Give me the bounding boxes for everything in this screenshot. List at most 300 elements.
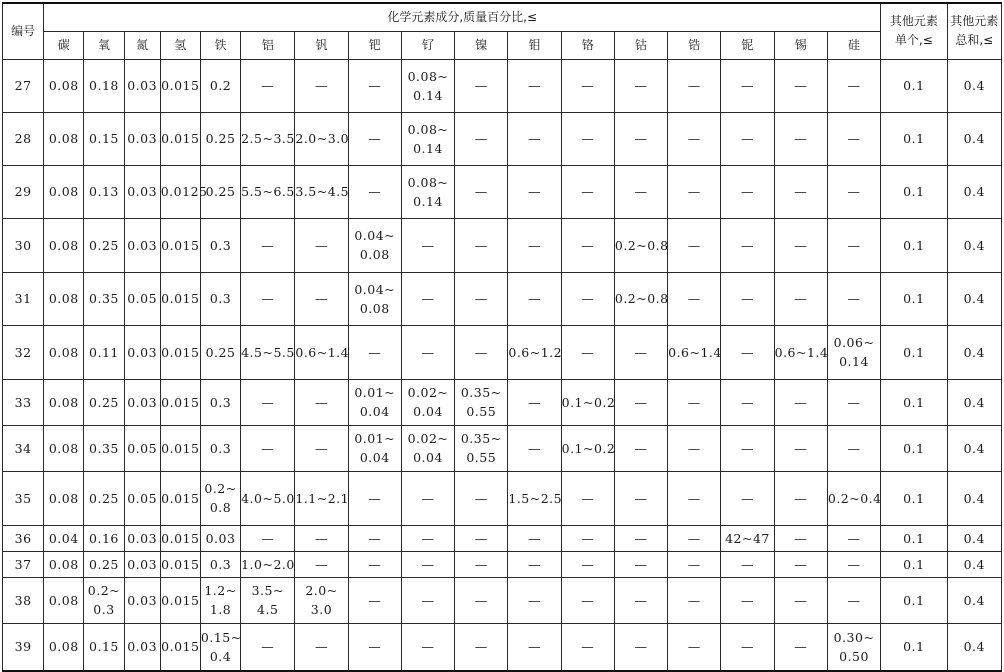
table-cell [561, 525, 614, 551]
cell-line: — [794, 78, 808, 93]
cell-line: — [634, 530, 648, 546]
table-cell [721, 577, 774, 623]
cell-line: 0.03 [127, 592, 158, 608]
cell-line: — [421, 237, 435, 253]
cell-line: 1.1~2.1 [295, 490, 350, 506]
table-cell [774, 165, 827, 218]
table-row [3, 165, 1002, 218]
cell-line: — [581, 530, 595, 546]
cell-line: 0.35~ [460, 385, 502, 400]
cell-line: — [368, 639, 382, 655]
table-cell [561, 577, 614, 623]
cell-line: 0.04~ [354, 228, 396, 243]
cell-line: 0.1 [903, 237, 925, 253]
table-cell [668, 525, 721, 551]
cell-line: — [368, 344, 382, 360]
cell-line: — [634, 556, 648, 572]
table-cell [160, 577, 200, 623]
table-cell [401, 218, 454, 272]
cell-line: — [261, 530, 275, 546]
cell-line: — [634, 131, 648, 146]
cell-line: 0.2~ [87, 583, 121, 598]
table-cell [124, 218, 160, 272]
table-cell [124, 165, 160, 218]
table-cell [561, 112, 614, 165]
table-row [3, 551, 1002, 577]
cell-line: — [261, 639, 275, 655]
row-number: 31 [3, 272, 44, 325]
header-number: 编号 [3, 3, 44, 59]
cell-line: 0.3 [209, 291, 232, 306]
cell-line: — [315, 78, 328, 93]
cell-line: 0.4 [963, 592, 985, 608]
cell-line: 0.25 [205, 344, 236, 360]
table-cell [881, 623, 947, 671]
cell-line: — [794, 556, 808, 572]
table-cell [455, 577, 508, 623]
table-cell [508, 59, 561, 112]
table-row [3, 59, 1002, 112]
cell-line: — [687, 237, 701, 253]
cell-line: 0.3 [209, 237, 232, 253]
cell-line: 0.03 [127, 184, 158, 199]
cell-line: 0.4 [963, 344, 985, 360]
table-cell [160, 425, 200, 471]
table-row [3, 471, 1002, 525]
cell-line: — [794, 291, 808, 306]
row-number: 37 [3, 551, 44, 577]
cell-line: 0.15 [89, 639, 119, 655]
cell-line: 0.4 [963, 556, 985, 572]
cell-line: 0.03 [127, 344, 158, 360]
header-other-total-line-1: 其他元素 [950, 14, 999, 29]
cell-line: — [634, 440, 648, 456]
table-cell [44, 577, 84, 623]
cell-line: 0.1 [903, 131, 925, 146]
cell-line: 0.3 [209, 440, 232, 456]
cell-line: — [581, 490, 595, 506]
table-cell [827, 425, 880, 471]
table-cell [947, 59, 1001, 112]
table-cell [124, 112, 160, 165]
header-element: 碳 [44, 31, 84, 59]
table-cell [124, 551, 160, 577]
table-cell [295, 325, 348, 379]
cell-line: — [847, 394, 861, 410]
table-cell [508, 379, 561, 425]
cell-line: — [474, 556, 488, 572]
cell-line: 0.4 [963, 490, 985, 506]
cell-line: 0.35~ [460, 431, 502, 446]
table-cell [881, 379, 947, 425]
table-cell [200, 112, 240, 165]
cell-line: — [315, 237, 328, 253]
cell-line: — [741, 237, 754, 253]
cell-line: 0.1 [903, 394, 925, 410]
table-cell [508, 623, 561, 671]
cell-line: — [794, 440, 808, 456]
cell-line: — [847, 530, 861, 546]
table-cell [124, 325, 160, 379]
cell-line: — [794, 490, 808, 506]
header-element: 钼 [508, 31, 561, 59]
cell-line: 1.8 [209, 602, 232, 617]
table-cell [455, 112, 508, 165]
cell-line: 0.55 [466, 450, 497, 465]
table-cell [295, 165, 348, 218]
table-cell [401, 471, 454, 525]
table-cell [508, 525, 561, 551]
cell-line: 5.5~6.5 [241, 184, 295, 199]
cell-line: — [315, 530, 328, 546]
cell-line: 0.1~0.2 [561, 440, 616, 456]
row-number: 28 [3, 112, 44, 165]
cell-line: 0.25 [89, 394, 119, 410]
table-cell [200, 165, 240, 218]
table-cell [160, 325, 200, 379]
cell-line: 0.14 [413, 193, 443, 209]
cell-line: — [421, 530, 435, 546]
table-cell [721, 425, 774, 471]
table-cell [160, 272, 200, 325]
table-cell [455, 325, 508, 379]
table-cell [827, 325, 880, 379]
table-cell [295, 379, 348, 425]
cell-line: 0.015 [161, 131, 200, 146]
cell-line: 0.25 [89, 556, 119, 572]
cell-line: 0.04 [359, 404, 390, 419]
table-cell [881, 218, 947, 272]
cell-line: — [528, 131, 541, 146]
table-cell [614, 272, 667, 325]
cell-line: 0.1 [903, 530, 925, 546]
header-element: 钴 [614, 31, 667, 59]
table-cell [947, 471, 1001, 525]
table-cell [881, 112, 947, 165]
table-cell [881, 165, 947, 218]
cell-line: 0.8 [209, 500, 232, 515]
table-cell [84, 471, 124, 525]
table-cell [455, 218, 508, 272]
table-cell [614, 59, 667, 112]
row-number: 35 [3, 471, 44, 525]
cell-line: — [581, 291, 595, 306]
cell-line: — [528, 530, 541, 546]
header-other-single-line-1: 其他元素 [889, 14, 938, 29]
table-cell [947, 577, 1001, 623]
table-cell [348, 623, 401, 671]
table-cell [881, 551, 947, 577]
cell-line: 0.1 [903, 291, 925, 306]
cell-line: — [528, 394, 541, 410]
cell-line: — [687, 291, 701, 306]
cell-line: 0.05 [127, 291, 158, 306]
cell-line: — [741, 291, 754, 306]
header-element: 铬 [561, 31, 614, 59]
table-cell [124, 525, 160, 551]
cell-line: — [368, 530, 382, 546]
cell-line: — [421, 291, 435, 306]
row-number: 38 [3, 577, 44, 623]
cell-line: 0.04 [359, 450, 390, 465]
table-cell [401, 272, 454, 325]
table-cell [721, 551, 774, 577]
table-cell [614, 425, 667, 471]
cell-line: 0.08 [48, 78, 79, 93]
cell-line: 0.08~ [407, 121, 449, 137]
table-cell [44, 471, 84, 525]
cell-line: 0.4 [963, 184, 985, 199]
table-cell [455, 551, 508, 577]
cell-line: — [741, 78, 754, 93]
table-cell [348, 525, 401, 551]
cell-line: 0.08 [48, 394, 79, 410]
table-cell [614, 325, 667, 379]
table-cell [721, 379, 774, 425]
row-number: 27 [3, 59, 44, 112]
cell-line: — [794, 184, 808, 199]
table-cell [160, 525, 200, 551]
table-cell [295, 112, 348, 165]
cell-line: — [581, 237, 595, 253]
table-cell [241, 471, 295, 525]
table-cell [827, 471, 880, 525]
cell-line: 0.03 [205, 530, 236, 546]
cell-line: 0.08 [359, 300, 390, 316]
cell-line: 0.1 [903, 78, 925, 93]
table-cell [200, 59, 240, 112]
cell-line: — [474, 639, 488, 655]
cell-line: — [368, 184, 382, 199]
cell-line: 0.015 [161, 78, 200, 93]
table-cell [721, 112, 774, 165]
table-cell [827, 525, 880, 551]
cell-line: 0.30~ [833, 629, 875, 645]
cell-line: — [634, 639, 648, 655]
table-cell [84, 218, 124, 272]
table-cell [614, 623, 667, 671]
header-element: 铁 [200, 31, 240, 59]
table-cell [160, 218, 200, 272]
table-cell [295, 551, 348, 577]
table-cell [160, 112, 200, 165]
table-cell [561, 218, 614, 272]
cell-line: 0.08 [359, 247, 390, 262]
cell-line: 0.0125 [160, 184, 208, 199]
table-cell [668, 379, 721, 425]
table-cell [947, 325, 1001, 379]
cell-line: — [474, 184, 488, 199]
table-cell [124, 59, 160, 112]
cell-line: 0.03 [127, 78, 158, 93]
table-cell [668, 272, 721, 325]
table-cell [241, 59, 295, 112]
cell-line: 0.1 [903, 344, 925, 360]
cell-line: 0.2~0.8 [614, 291, 669, 306]
table-cell [455, 272, 508, 325]
cell-line: — [847, 592, 861, 608]
table-cell [160, 471, 200, 525]
header-row-elements [3, 31, 1002, 59]
cell-line: — [794, 237, 808, 253]
table-cell [508, 112, 561, 165]
cell-line: 0.1~0.2 [561, 394, 616, 410]
cell-line: — [741, 344, 754, 360]
cell-line: 0.015 [161, 592, 200, 608]
cell-line: — [634, 394, 648, 410]
table-cell [614, 379, 667, 425]
cell-line: 0.08 [48, 131, 79, 146]
cell-line: 42~47 [725, 530, 770, 546]
header-element: 硅 [827, 31, 880, 59]
cell-line: — [474, 344, 488, 360]
cell-line: — [528, 78, 541, 93]
table-cell [160, 379, 200, 425]
table-cell [200, 379, 240, 425]
cell-line: — [528, 184, 541, 199]
table-cell [295, 577, 348, 623]
cell-line: — [741, 592, 754, 608]
table-row [3, 218, 1002, 272]
cell-line: 3.5~ [251, 583, 284, 598]
cell-line: — [315, 639, 328, 655]
row-number: 29 [3, 165, 44, 218]
cell-line: 0.08 [48, 344, 79, 360]
table-cell [721, 59, 774, 112]
table-cell [508, 425, 561, 471]
table-cell [827, 112, 880, 165]
table-cell [947, 551, 1001, 577]
cell-line: — [528, 592, 541, 608]
table-cell [774, 425, 827, 471]
row-number: 39 [3, 623, 44, 671]
table-cell [614, 112, 667, 165]
cell-line: — [261, 78, 275, 93]
cell-line: 0.18 [89, 78, 119, 93]
table-cell [721, 218, 774, 272]
cell-line: 0.015 [161, 440, 200, 456]
table-cell [947, 425, 1001, 471]
table-row [3, 325, 1002, 379]
table-cell [241, 325, 295, 379]
cell-line: — [847, 131, 861, 146]
table-cell [401, 379, 454, 425]
table-cell [84, 425, 124, 471]
table-cell [348, 272, 401, 325]
table-cell [827, 623, 880, 671]
table-cell [44, 325, 84, 379]
table-cell [668, 112, 721, 165]
table-cell [348, 379, 401, 425]
table-cell [401, 577, 454, 623]
table-cell [947, 112, 1001, 165]
cell-line: — [847, 291, 861, 306]
table-cell [200, 551, 240, 577]
table-cell [774, 59, 827, 112]
header-element: 镍 [455, 31, 508, 59]
cell-line: — [581, 344, 595, 360]
cell-line: 0.6~1.4 [668, 344, 722, 360]
cell-line: — [528, 291, 541, 306]
cell-line: — [581, 592, 595, 608]
cell-line: 0.25 [205, 184, 236, 199]
cell-line: — [847, 440, 861, 456]
cell-line: 0.4 [963, 639, 985, 655]
table-cell [614, 165, 667, 218]
table-cell [44, 623, 84, 671]
table-cell [774, 623, 827, 671]
table-cell [200, 425, 240, 471]
cell-line: — [474, 237, 488, 253]
table-cell [348, 551, 401, 577]
table-cell [774, 112, 827, 165]
header-element: 钯 [348, 31, 401, 59]
cell-line: 0.14 [839, 354, 869, 369]
table-cell [44, 112, 84, 165]
cell-line: 0.1 [903, 592, 925, 608]
cell-line: — [421, 592, 435, 608]
cell-line: — [794, 131, 808, 146]
cell-line: 0.04 [48, 530, 79, 546]
table-cell [508, 325, 561, 379]
table-cell [84, 112, 124, 165]
cell-line: 0.15 [89, 131, 119, 146]
composition-table [2, 2, 1002, 672]
table-cell [455, 165, 508, 218]
table-cell [668, 325, 721, 379]
cell-line: — [474, 78, 488, 93]
cell-line: 1.5~2.5 [508, 490, 563, 506]
cell-line: 0.35 [89, 440, 119, 456]
cell-line: 0.08 [48, 639, 79, 655]
table-cell [401, 165, 454, 218]
table-cell [668, 59, 721, 112]
table-cell [84, 525, 124, 551]
table-cell [401, 623, 454, 671]
cell-line: — [634, 184, 648, 199]
cell-line: 0.1 [903, 639, 925, 655]
header-element: 钌 [401, 31, 454, 59]
cell-line: 0.2~ [204, 481, 237, 496]
table-cell [881, 525, 947, 551]
table-cell [827, 272, 880, 325]
cell-line: 0.11 [89, 344, 119, 360]
cell-line: — [368, 592, 382, 608]
cell-line: — [528, 237, 541, 253]
cell-line: — [741, 440, 754, 456]
table-cell [668, 577, 721, 623]
cell-line: 0.04 [413, 404, 443, 419]
cell-line: — [474, 530, 488, 546]
cell-line: 0.2~0.8 [614, 237, 669, 253]
cell-line: 0.3 [209, 394, 232, 410]
cell-line: 2.0~3.0 [295, 131, 350, 146]
cell-line: 0.08~ [407, 174, 449, 190]
cell-line: 0.03 [127, 131, 158, 146]
row-number: 33 [3, 379, 44, 425]
cell-line: — [315, 556, 328, 572]
cell-line: — [581, 78, 595, 93]
table-cell [827, 218, 880, 272]
cell-line: 0.08~ [407, 68, 449, 84]
header-other-single-line-2: 单个,≤ [894, 33, 933, 48]
cell-line: — [368, 556, 382, 572]
table-cell [44, 379, 84, 425]
cell-line: — [847, 556, 861, 572]
cell-line: — [528, 639, 541, 655]
cell-line: 0.3 [93, 602, 115, 617]
cell-line: 0.50 [839, 648, 869, 664]
